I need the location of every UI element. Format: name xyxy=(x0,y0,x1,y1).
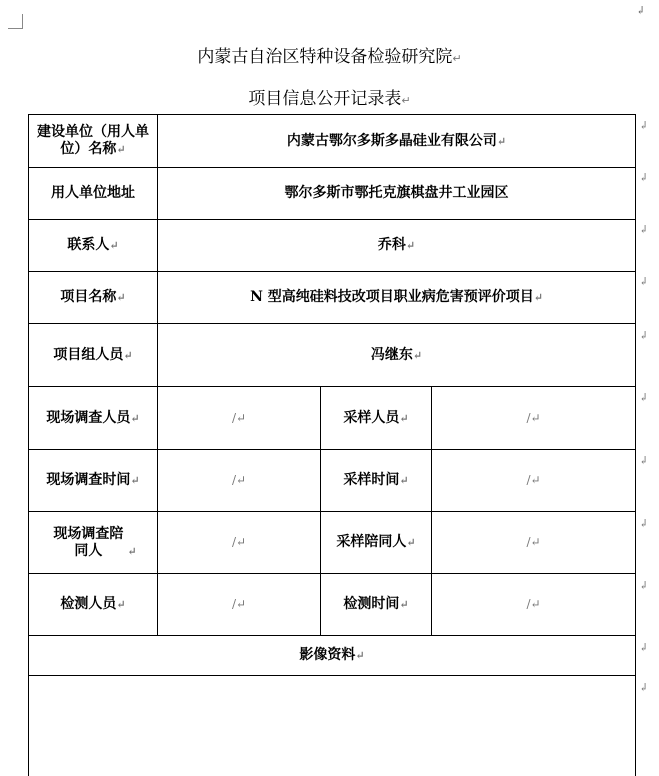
paragraph-mark: ↵ xyxy=(530,410,541,425)
testing-time-value: / xyxy=(526,597,531,611)
paragraph-mark: ↵ xyxy=(401,94,411,107)
table-row xyxy=(29,676,636,776)
paragraph-mark: ↵ xyxy=(406,536,416,549)
table-row xyxy=(29,574,636,636)
contact-label-cell[interactable] xyxy=(29,220,158,272)
survey-time-label-cell[interactable] xyxy=(29,450,158,512)
paragraph-mark: ↵ xyxy=(452,52,462,65)
row-end-mark: ↲ xyxy=(639,275,649,288)
paragraph-mark: ↵ xyxy=(399,598,409,611)
paragraph-mark: ↵ xyxy=(496,134,507,148)
row-end-mark: ↲ xyxy=(639,329,649,342)
row-end-mark: ↲ xyxy=(639,681,649,694)
paragraph-mark: ↵ xyxy=(116,598,126,611)
survey-time-label: 现场调查时间 xyxy=(46,472,131,488)
sampling-time-value: / xyxy=(526,473,531,487)
sampling-staff-label-cell[interactable] xyxy=(321,387,432,450)
row-end-mark: ↲ xyxy=(639,119,649,132)
row-end-mark: ↲ xyxy=(639,641,649,654)
team-label-cell[interactable] xyxy=(29,324,158,387)
table-row xyxy=(29,220,636,272)
employer-value-cell[interactable] xyxy=(158,115,636,168)
organization-title[interactable] xyxy=(0,42,659,67)
employer-value: 内蒙古鄂尔多斯多晶硅业有限公司 xyxy=(286,132,497,149)
project-name-label: 项目名称 xyxy=(60,289,117,305)
paragraph-mark: ↵ xyxy=(355,649,365,662)
sampling-time-label: 采样时间 xyxy=(343,472,400,488)
table-row xyxy=(29,272,636,324)
survey-staff-value-cell[interactable] xyxy=(158,387,321,450)
testing-time-label-cell[interactable] xyxy=(321,574,432,636)
table-row xyxy=(29,324,636,387)
paragraph-mark: ↵ xyxy=(530,473,541,487)
paragraph-mark: ↵ xyxy=(412,348,423,362)
paragraph-mark: ↵ xyxy=(235,597,247,611)
sampling-escort-label: 采样陪同人 xyxy=(336,534,407,550)
paragraph-mark: ↵ xyxy=(130,474,140,487)
page-corner-mark-right: ↲ xyxy=(636,4,646,17)
testing-time-value-cell[interactable] xyxy=(432,574,636,636)
survey-escort-value-cell[interactable] xyxy=(158,512,321,574)
paragraph-mark: ↵ xyxy=(530,597,541,611)
address-label-cell[interactable] xyxy=(29,168,158,220)
survey-time-value-cell[interactable] xyxy=(158,450,321,512)
project-name-label-cell[interactable] xyxy=(29,272,158,324)
testing-staff-value-cell[interactable] xyxy=(158,574,321,636)
survey-time-value: / xyxy=(231,473,236,487)
contact-value-cell[interactable] xyxy=(158,220,636,272)
sampling-staff-label: 采样人员 xyxy=(343,409,400,426)
testing-staff-value: / xyxy=(231,597,236,611)
paragraph-mark: ↵ xyxy=(127,544,137,558)
paragraph-mark: ↵ xyxy=(123,348,133,362)
table-row xyxy=(29,450,636,512)
row-end-mark: ↲ xyxy=(639,223,649,236)
sampling-escort-label-cell[interactable] xyxy=(321,512,432,574)
testing-time-label: 检测时间 xyxy=(343,596,400,612)
paragraph-mark: ↵ xyxy=(530,535,541,549)
row-end-mark: ↲ xyxy=(639,171,649,184)
row-end-mark: ↲ xyxy=(639,391,649,404)
contact-value: 乔科 xyxy=(377,237,406,253)
address-value: 鄂尔多斯市鄂托克旗棋盘井工业园区 xyxy=(284,185,509,201)
table-row xyxy=(29,115,636,168)
paragraph-mark: ↵ xyxy=(533,291,543,304)
paragraph-mark: ↵ xyxy=(235,535,247,549)
address-value-cell[interactable] xyxy=(158,168,636,220)
sampling-staff-value-cell[interactable] xyxy=(432,387,636,450)
paragraph-mark: ↵ xyxy=(405,239,416,252)
form-title[interactable] xyxy=(0,84,659,109)
project-name-value: N 型高纯硅料技改项目职业病危害预评价项目 xyxy=(250,289,534,305)
paragraph-mark: ↵ xyxy=(130,411,140,425)
project-info-table xyxy=(28,114,636,776)
table-row xyxy=(29,512,636,574)
sampling-escort-value: / xyxy=(526,535,531,549)
team-value: 冯继东 xyxy=(370,346,413,363)
sampling-escort-value-cell[interactable] xyxy=(432,512,636,574)
paragraph-mark: ↵ xyxy=(116,291,126,304)
sampling-time-value-cell[interactable] xyxy=(432,450,636,512)
survey-staff-value: / xyxy=(231,410,236,425)
paragraph-mark: ↵ xyxy=(109,239,119,252)
testing-staff-label-cell[interactable] xyxy=(29,574,158,636)
paragraph-mark: ↵ xyxy=(399,474,409,487)
page-corner-mark-left xyxy=(8,14,23,29)
team-value-cell[interactable] xyxy=(158,324,636,387)
images-heading: 影像资料 xyxy=(299,647,356,663)
row-end-mark: ↲ xyxy=(639,579,649,592)
row-end-mark: ↲ xyxy=(639,454,649,467)
paragraph-mark: ↵ xyxy=(399,411,409,425)
survey-escort-label-cell[interactable] xyxy=(29,512,158,574)
contact-label: 联系人 xyxy=(67,237,110,253)
employer-label-cell[interactable] xyxy=(29,115,158,168)
survey-escort-label: 现场调查陪同人 xyxy=(53,525,124,559)
table-row xyxy=(29,387,636,450)
images-heading-cell[interactable] xyxy=(29,636,636,676)
employer-label: 建设单位（用人单位）名称 xyxy=(37,124,149,157)
sampling-time-label-cell[interactable] xyxy=(321,450,432,512)
team-label: 项目组人员 xyxy=(53,346,124,363)
project-name-value-cell[interactable] xyxy=(158,272,636,324)
testing-staff-label: 检测人员 xyxy=(60,596,117,612)
sampling-staff-value: / xyxy=(526,410,531,425)
row-end-mark: ↲ xyxy=(639,517,649,530)
address-label: 用人单位地址 xyxy=(51,185,135,201)
paragraph-mark: ↵ xyxy=(116,143,126,156)
form-title-text: 项目信息公开记录表 xyxy=(248,89,402,109)
paragraph-mark: ↵ xyxy=(235,410,247,425)
paragraph-mark: ↵ xyxy=(235,473,247,487)
survey-staff-label-cell[interactable] xyxy=(29,387,158,450)
images-content-cell[interactable] xyxy=(29,676,636,776)
survey-staff-label: 现场调查人员 xyxy=(46,409,131,426)
table-row xyxy=(29,168,636,220)
table-row xyxy=(29,636,636,676)
survey-escort-value: / xyxy=(231,535,236,549)
organization-title-text: 内蒙古自治区特种设备检验研究院 xyxy=(197,47,453,67)
